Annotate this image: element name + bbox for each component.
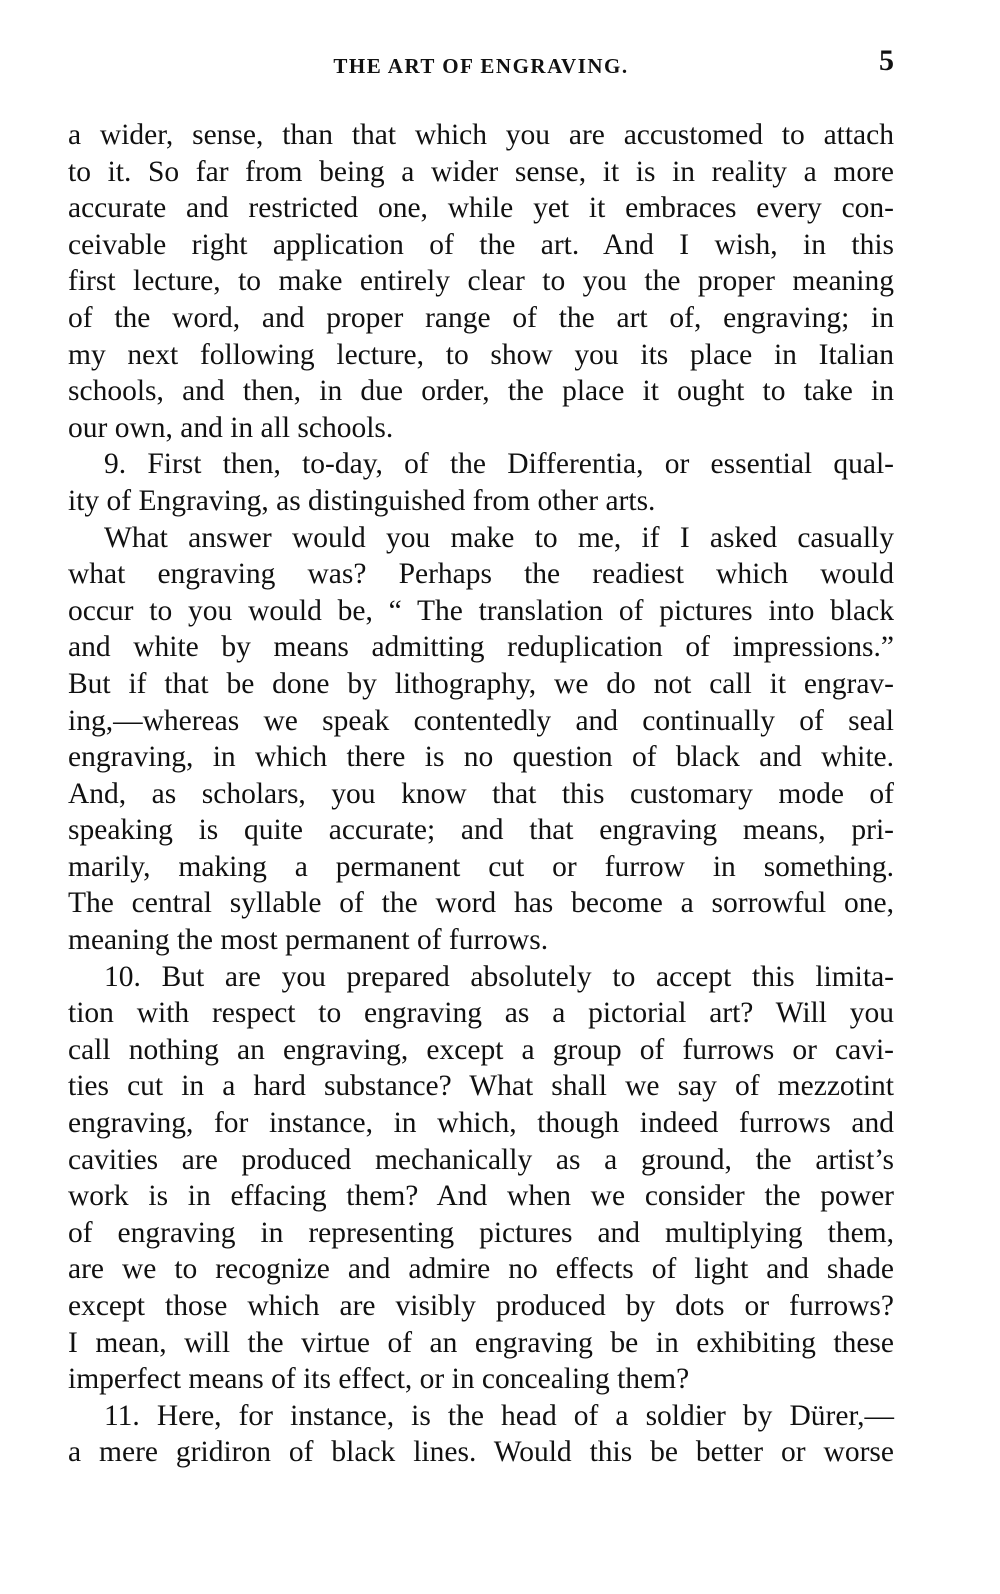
text-line: 11. Here, for instance, is the head of a soldier by Dürer,— [104,1399,894,1432]
text-line: call nothing an engraving, except a group of furrows or cavi- [68,1033,894,1066]
text-line: cavities are produced mechanically as a ground, the artist’s [68,1143,894,1176]
text-line: work is in effacing them? And when we consider the power [68,1180,894,1213]
body-text [68,117,894,1471]
text-line: 10. But are you prepared absolutely to accept this limita- [104,960,894,993]
text-line: What answer would you make to me, if I asked casually [104,521,894,554]
text-line: I mean, will the virtue of an engraving be in exhibiting these [68,1326,894,1359]
text-line: what engraving was? Perhaps the readiest which would [68,558,894,591]
page-number: 5 [879,44,894,77]
text-line: of engraving in representing pictures and multiplying them, [68,1216,894,1249]
text-line: And, as scholars, you know that this customary mode of [68,777,894,810]
text-line: our own, and in all schools. [68,411,394,444]
running-title: THE ART OF ENGRAVING. [333,54,629,78]
text-line: my next following lecture, to show you its place in Italian [68,338,894,371]
text-line: engraving, for instance, in which, though indeed furrows and [68,1107,894,1140]
text-line: occur to you would be, “ The translation of pictures into black [68,594,894,627]
text-line: engraving, in which there is no question of black and white. [68,741,894,774]
text-line: except those which are visibly produced by dots or furrows? [68,1290,894,1322]
text-line: ceivable right application of the art. And I wish, in this [68,228,894,261]
text-line: imperfect means of its effect, or in concealing them? [68,1363,690,1396]
text-line: are we to recognize and admire no effects of light and shade [68,1253,894,1286]
text-line: tion with respect to engraving as a pictorial art? Will you [68,997,894,1030]
text-line: speaking is quite accurate; and that engraving means, pri- [68,814,894,847]
text-line: of the word, and proper range of the art of, engraving; in [68,301,894,334]
text-line: ing,—whereas we speak contentedly and continually of seal [68,704,894,737]
text-line: a wider, sense, than that which you are accustomed to attach [68,119,894,151]
text-line: first lecture, to make entirely clear to you the proper meaning [68,265,894,298]
text-line: to it. So far from being a wider sense, it is in reality a more [68,155,894,188]
running-header [68,42,894,82]
text-line: ity of Engraving, as distinguished from other arts. [68,484,656,517]
text-line: and white by means admitting reduplication of impressions.” [68,631,894,664]
text-line: accurate and restricted one, while yet it embraces every con- [68,192,894,225]
text-line: But if that be done by lithography, we do not call it engrav- [68,667,894,700]
text-line: schools, and then, in due order, the place it ought to take in [68,375,894,408]
text-line: ties cut in a hard substance? What shall we say of mezzotint [68,1070,894,1103]
text-line: 9. First then, to-day, of the Differentia, or essential qual- [104,448,894,481]
text-line: marily, making a permanent cut or furrow in something. [68,850,894,883]
text-line: meaning the most permanent of furrows. [68,924,549,957]
text-line: a mere gridiron of black lines. Would this be better or worse [68,1436,894,1469]
text-line: The central syllable of the word has become a sorrowful one, [68,887,894,920]
